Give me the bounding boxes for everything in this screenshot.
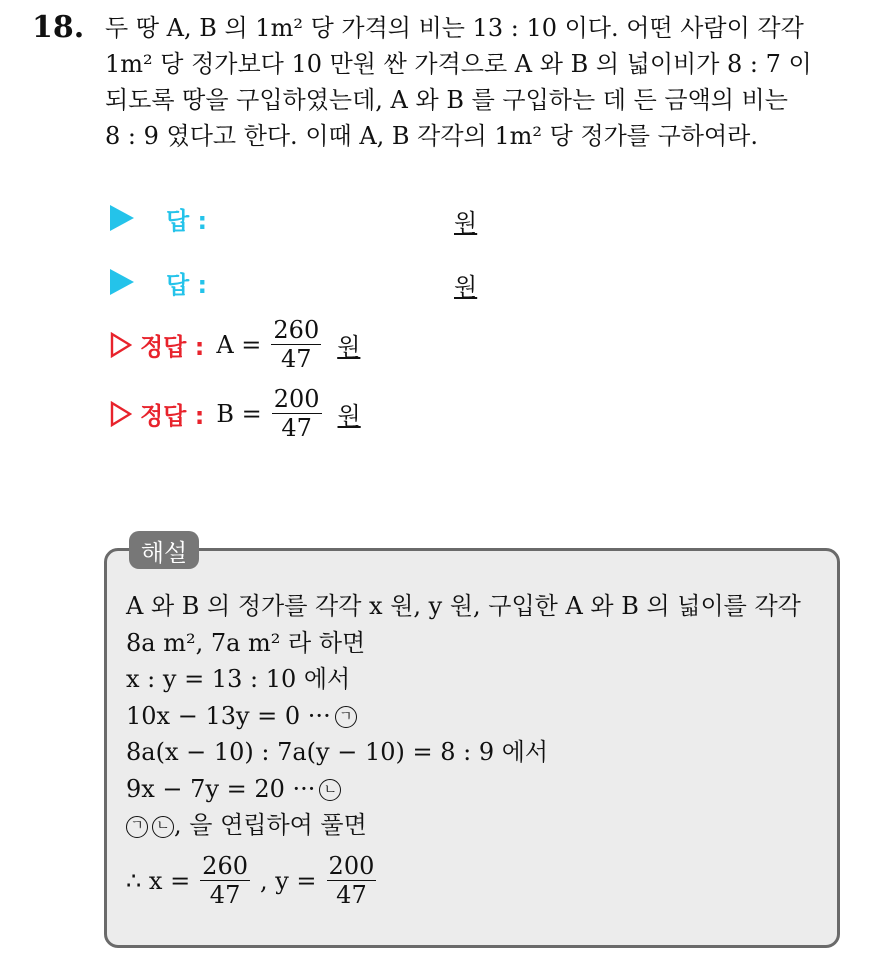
explanation-line: 8a m², 7a m² 라 하면 [126,628,366,657]
fraction-denominator: 47 [336,881,367,909]
y-equals: , y = [259,866,317,895]
solution-lhs: B = [216,399,262,428]
question-line: 되도록 땅을 구입하였는데, A 와 B 를 구입하는 데 든 금액의 비는 [105,86,788,114]
equation-2: 9x − 7y = 20 ··· [126,774,316,803]
final-result [126,852,386,909]
answer-label: 답 : [166,206,208,235]
circled-marker-2: ㄴ [319,779,341,801]
solution-expression [216,385,360,442]
fraction [271,316,321,373]
question-line: 1m² 당 정가보다 10 만원 싼 가격으로 A 와 B 의 넓이비가 8 : 7 이 [105,50,812,78]
outline-triangle-icon [110,401,132,427]
explanation-line [126,807,801,844]
play-triangle-icon [110,269,134,295]
circled-marker-1: ㄱ [126,816,148,838]
fraction-numerator: 200 [328,852,375,880]
solution-row [110,385,361,442]
fraction [272,385,322,442]
equation-1: 10x − 13y = 0 ··· [126,701,331,730]
answer-unit: 원 [454,209,478,237]
answer-row [110,262,207,302]
fraction [200,852,250,909]
question-line: 두 땅 A, B 의 1m² 당 가격의 비는 13 : 10 이다. 어떤 사람이 각각 [105,14,804,42]
fraction-numerator: 260 [202,852,248,880]
question-number: 18. [32,10,85,45]
circled-marker-1: ㄱ [335,706,357,728]
explanation-text [126,588,801,844]
combine-text: , 을 연립하여 풀면 [174,811,367,839]
question-line: 8 : 9 였다고 한다. 이때 A, B 각각의 1m² 당 정가를 구하여라. [105,122,758,150]
solution-row [110,316,360,373]
explanation-line: A 와 B 의 정가를 각각 x 원, y 원, 구입한 A 와 B 의 넓이를 각각 [126,592,801,620]
fraction-numerator: 200 [273,385,320,413]
outline-triangle-icon [110,332,132,358]
solution-label: 정답 : [140,402,205,430]
explanation-line: x : y = 13 : 10 에서 [126,665,351,693]
explanation-line [126,698,801,735]
solution-unit: 원 [337,333,361,361]
fraction-denominator: 47 [281,414,312,442]
play-triangle-icon [110,205,134,231]
explanation-line [126,771,801,808]
therefore-x: ∴ x = [126,866,191,895]
solution-expression [216,316,360,373]
explanation-line: 8a(x − 10) : 7a(y − 10) = 8 : 9 에서 [126,738,549,766]
fraction-denominator: 47 [209,881,241,909]
solution-unit: 원 [337,402,361,430]
answer-row [110,198,207,238]
answer-unit: 원 [454,273,478,301]
solution-label: 정답 : [140,333,205,361]
fraction [327,852,377,909]
question-text [105,10,865,154]
fraction-denominator: 47 [281,345,312,373]
circled-marker-2: ㄴ [152,816,174,838]
fraction-numerator: 260 [273,316,320,344]
solution-lhs: A = [216,330,262,359]
explanation-tab: 해설 [129,531,199,569]
answer-label: 답 : [166,270,208,299]
